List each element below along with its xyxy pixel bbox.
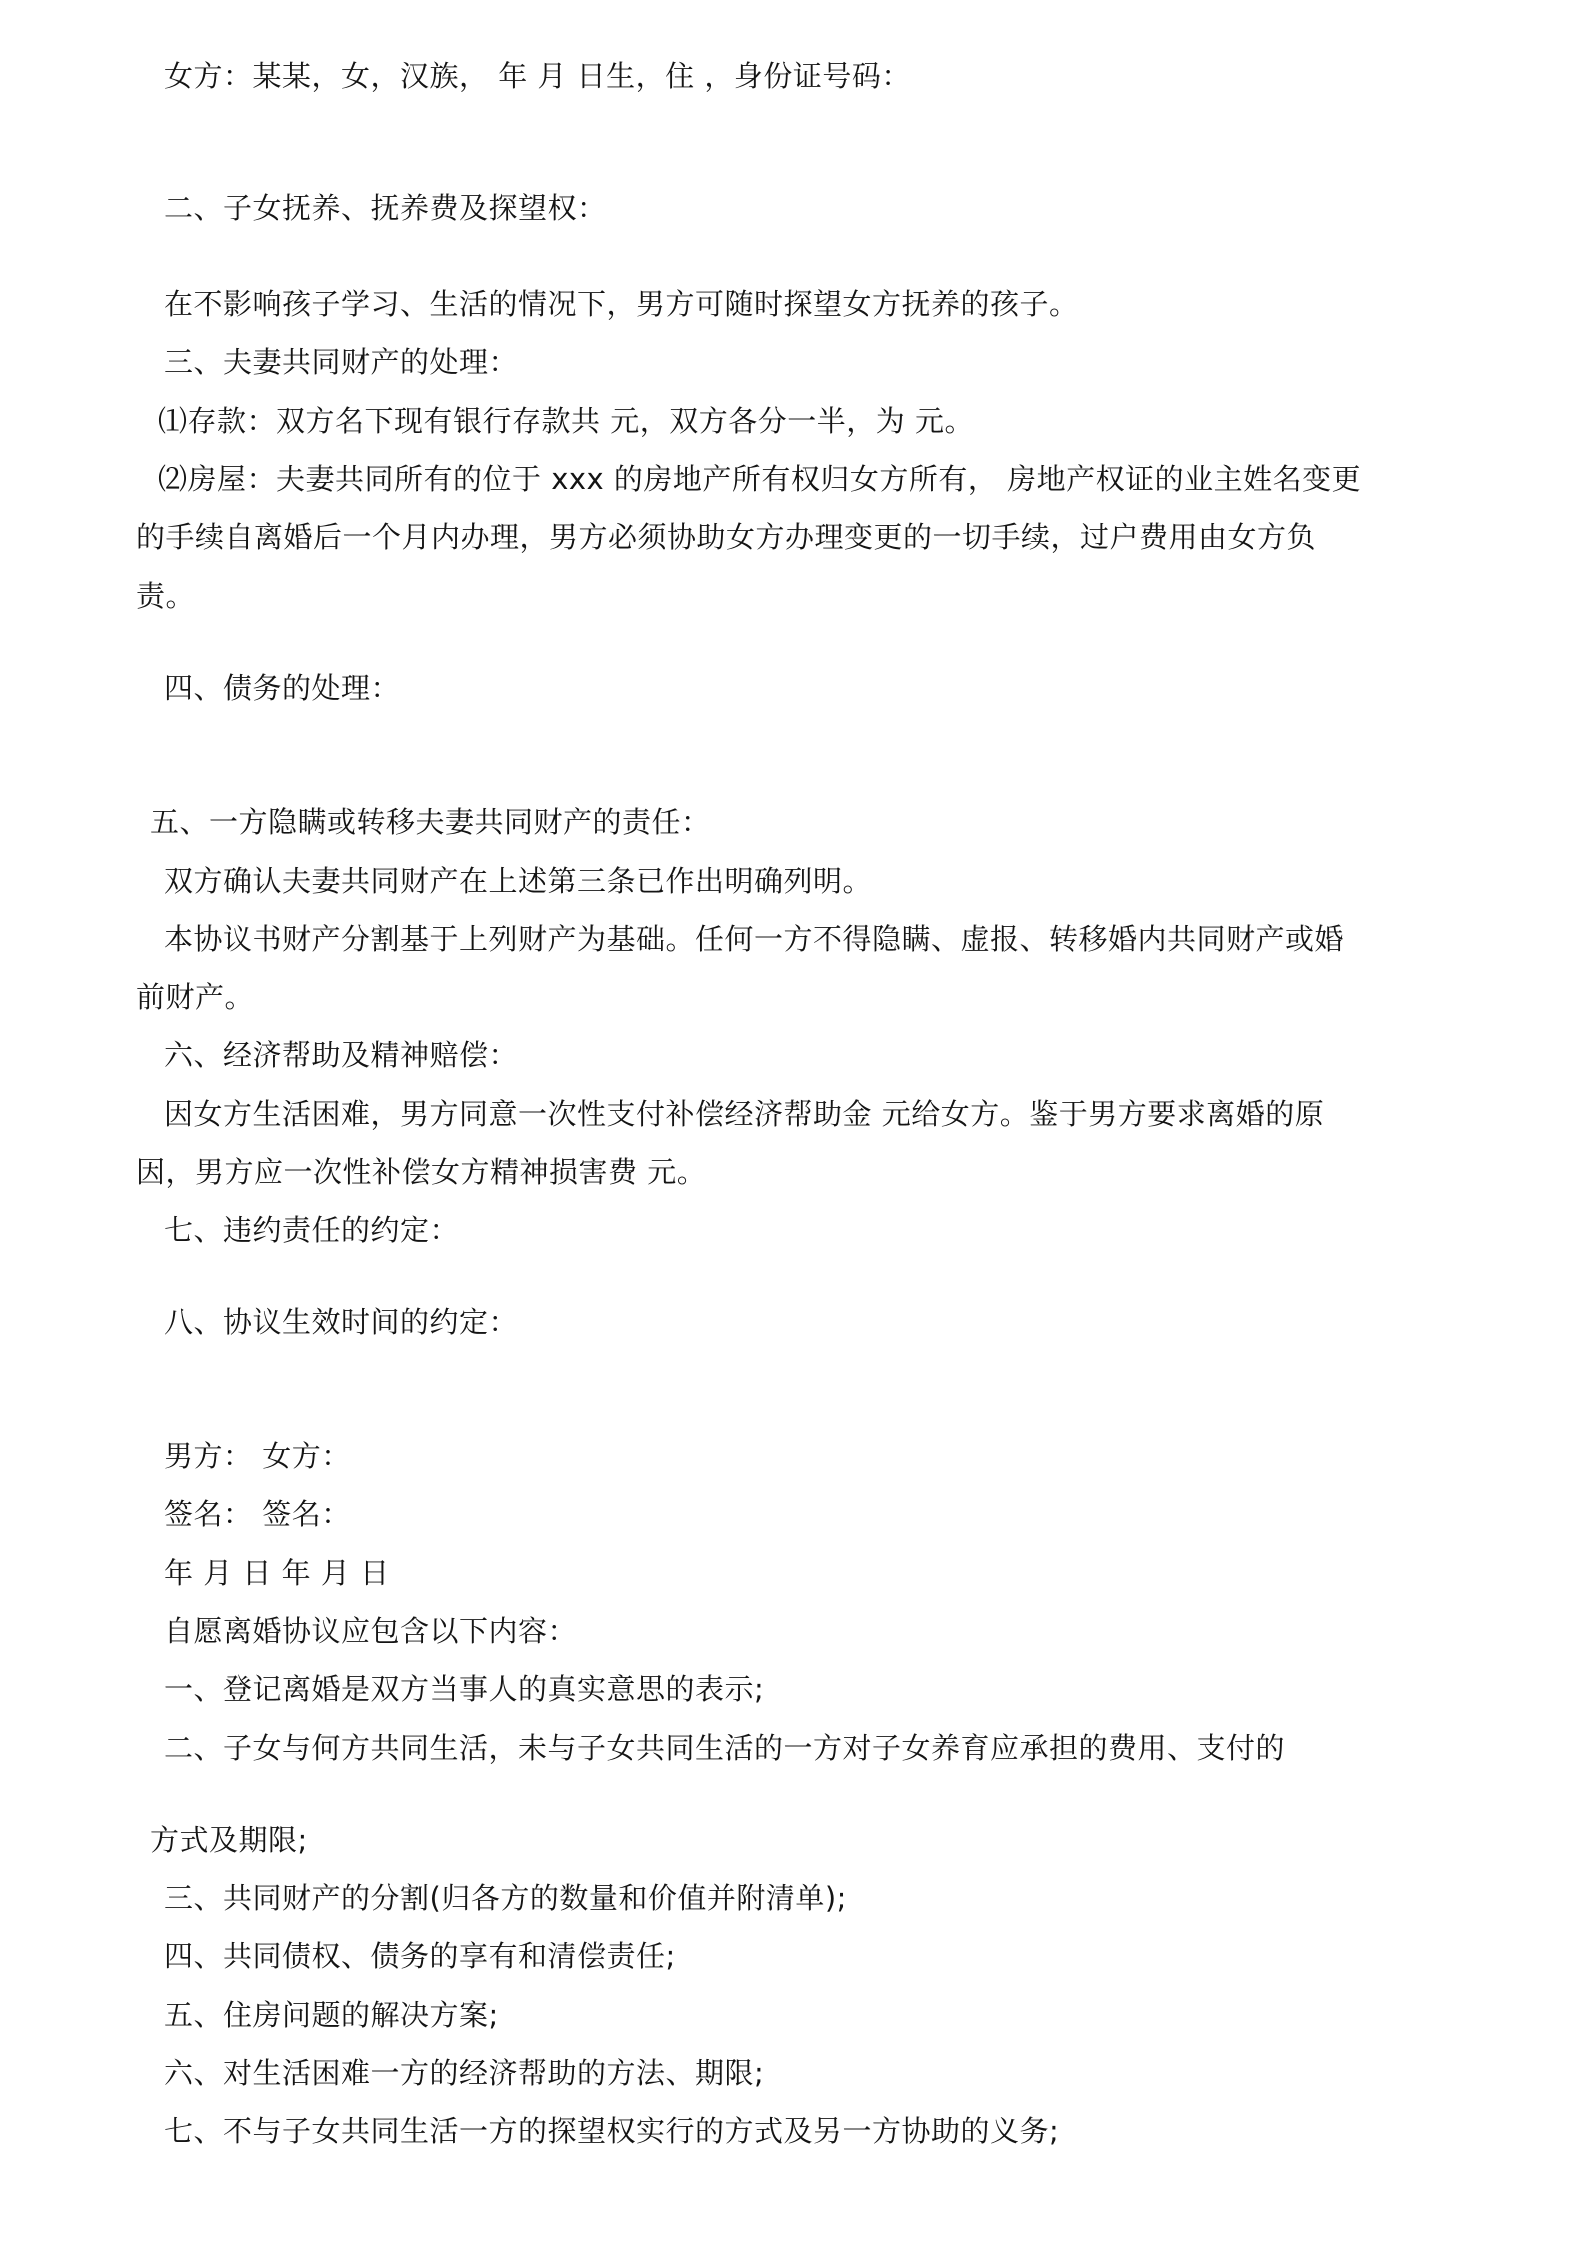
section-3-house-3: 责。 [136, 579, 196, 613]
section-6-text-2: 因，男方应一次性补偿女方精神损害费 元。 [136, 1155, 707, 1189]
requirement-6: 六、对生活困难一方的经济帮助的方法、期限; [164, 2056, 765, 2090]
section-8-heading: 八、协议生效时间的约定： [164, 1305, 519, 1339]
section-5-text-1: 双方确认夫妻共同财产在上述第三条已作出明确列明。 [164, 864, 873, 898]
section-5-text-3: 前财产。 [136, 980, 255, 1014]
requirement-3: 三、共同财产的分割(归各方的数量和价值并附清单); [164, 1881, 847, 1915]
section-3-heading: 三、夫妻共同财产的处理： [164, 345, 519, 379]
signature-parties: 男方： 女方： [164, 1439, 351, 1473]
section-5-heading: 五、一方隐瞒或转移夫妻共同财产的责任： [150, 805, 711, 839]
requirement-1: 一、登记离婚是双方当事人的真实意思的表示; [164, 1672, 765, 1706]
section-6-text-1: 因女方生活困难，男方同意一次性支付补偿经济帮助金 元给女方。鉴于男方要求离婚的原 [164, 1097, 1325, 1131]
requirement-2-part-1: 二、子女与何方共同生活，未与子女共同生活的一方对子女养育应承担的费用、支付的 [164, 1731, 1286, 1765]
section-2-heading: 二、子女抚养、抚养费及探望权： [164, 191, 607, 225]
section-3-deposit: ⑴存款：双方名下现有银行存款共 元，双方各分一半，为 元。 [158, 404, 974, 438]
section-4-heading: 四、债务的处理： [164, 671, 401, 705]
requirements-heading: 自愿离婚协议应包含以下内容： [164, 1614, 578, 1648]
requirement-4: 四、共同债权、债务的享有和清偿责任; [164, 1939, 676, 1973]
section-5-text-2: 本协议书财产分割基于上列财产为基础。任何一方不得隐瞒、虚报、转移婚内共同财产或婚 [164, 922, 1345, 956]
requirement-7: 七、不与子女共同生活一方的探望权实行的方式及另一方协助的义务; [164, 2114, 1060, 2148]
signature-dates: 年 月 日 年 月 日 [164, 1556, 390, 1590]
section-2-text: 在不影响孩子学习、生活的情况下，男方可随时探望女方抚养的孩子。 [164, 287, 1079, 321]
section-7-heading: 七、违约责任的约定： [164, 1213, 460, 1247]
wife-info-line: 女方：某某，女，汉族， 年 月 日生，住 ，身份证号码： [164, 59, 911, 93]
requirement-5: 五、住房问题的解决方案; [164, 1998, 499, 2032]
section-3-house-1: ⑵房屋：夫妻共同所有的位于 xxx 的房地产所有权归女方所有， 房地产权证的业主姓名变更 [158, 462, 1362, 496]
requirement-2-part-2: 方式及期限; [150, 1823, 308, 1857]
section-3-house-2: 的手续自离婚后一个月内办理，男方必须协助女方办理变更的一切手续，过户费用由女方负 [136, 520, 1317, 554]
section-6-heading: 六、经济帮助及精神赔偿： [164, 1038, 519, 1072]
signature-names: 签名： 签名： [164, 1497, 351, 1531]
